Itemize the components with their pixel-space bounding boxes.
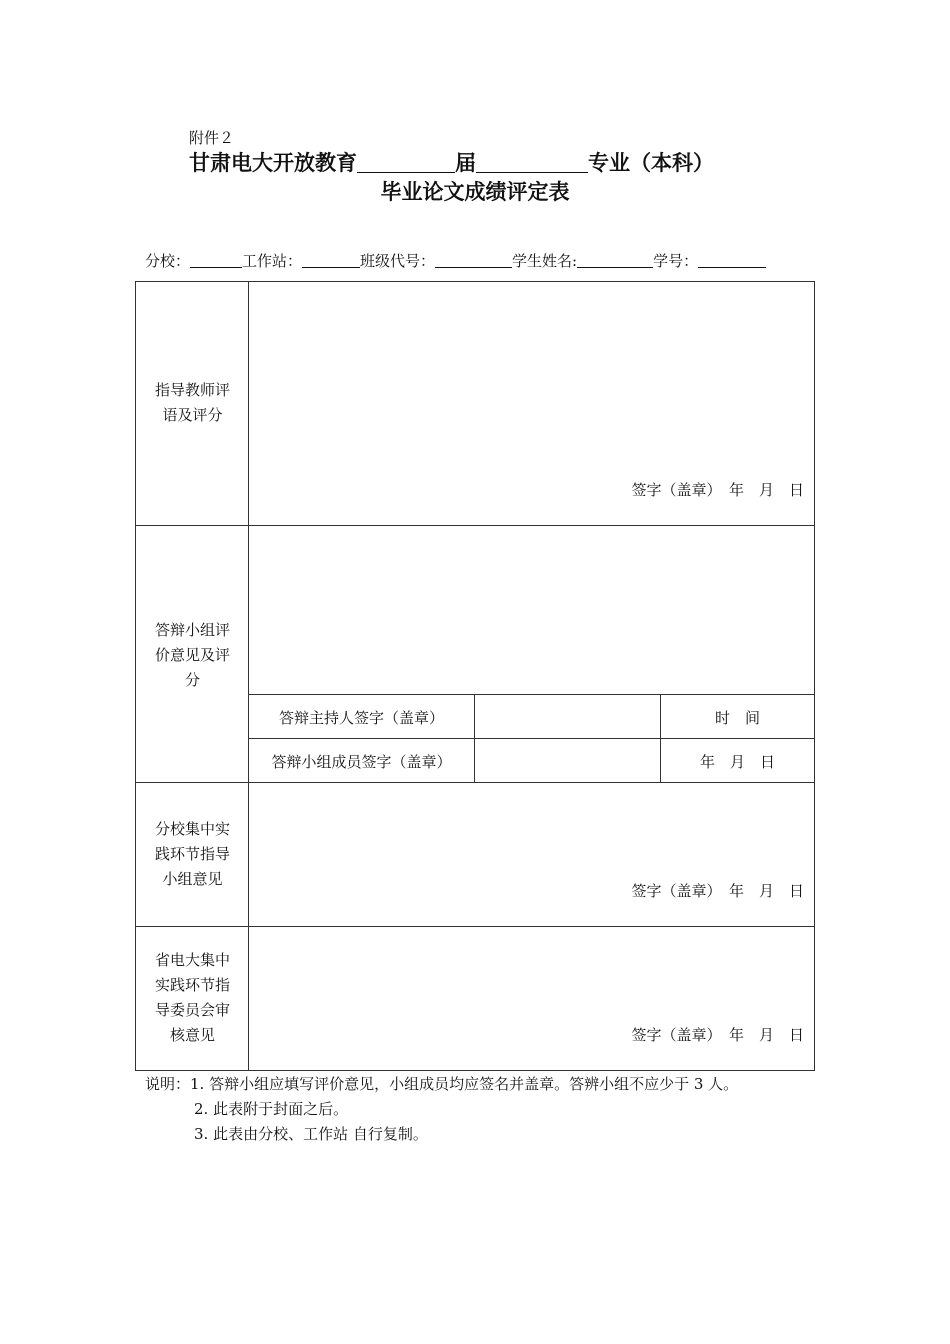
student-name-field[interactable]: [577, 253, 653, 268]
student-id-label: 学号：: [653, 252, 699, 270]
defense-subtable-divider1: [474, 694, 475, 782]
note-item-2: 2. 此表附于封面之后。: [194, 1100, 349, 1118]
form-title-line1: [189, 147, 714, 177]
province-signature: 签字（盖章） 年 月 日: [631, 1026, 804, 1044]
evaluation-table: [135, 281, 815, 1071]
major-blank[interactable]: [476, 152, 588, 173]
defense-subtable-top: [248, 694, 814, 695]
member-signature-label: 答辩小组成员签字（盖章）: [271, 753, 452, 771]
notes: [145, 1072, 738, 1147]
defense-comment-label: 答辩小组评 价意见及评 分: [154, 621, 230, 689]
note-item-3: 3. 此表由分校、工作站 自行复制。: [194, 1125, 428, 1143]
row-divider: [136, 782, 814, 783]
title-session-suffix: 届: [455, 150, 476, 175]
student-info-line: [145, 250, 766, 271]
advisor-comment-label: 指导教师评 语及评分: [154, 381, 230, 424]
note-item-1: 说明：1. 答辩小组应填写评价意见，小组成员均应签名并盖章。答辨小组不应少于 3 人。: [145, 1075, 739, 1093]
class-code-label: 班级代号：: [360, 252, 436, 270]
branch-label: 分校：: [145, 252, 191, 270]
session-blank[interactable]: [357, 152, 455, 173]
time-label: 时 间: [714, 709, 760, 727]
student-name-label: 学生姓名:: [512, 252, 578, 270]
branch-signature: 签字（盖章） 年 月 日: [631, 882, 804, 900]
student-id-field[interactable]: [698, 253, 766, 268]
branch-opinion-label: 分校集中实 践环节指导 小组意见: [154, 820, 230, 888]
row-divider: [136, 525, 814, 526]
title-org: 甘肃电大开放教育: [189, 150, 357, 175]
defense-date: 年 月 日: [699, 753, 775, 771]
form-title-line2: 毕业论文成绩评定表: [380, 179, 570, 204]
defense-subtable-middle: [248, 738, 814, 739]
title-major-suffix: 专业（本科）: [588, 150, 714, 175]
row-divider: [136, 926, 814, 927]
station-label: 工作站：: [242, 252, 303, 270]
class-code-field[interactable]: [435, 253, 512, 268]
attachment-label: 附件２: [189, 129, 235, 147]
station-field[interactable]: [302, 253, 360, 268]
advisor-signature: 签字（盖章） 年 月 日: [631, 481, 804, 499]
host-signature-label: 答辩主持人签字（盖章）: [278, 709, 444, 727]
province-review-label: 省电大集中 实践环节指 导委员会审 核意见: [154, 951, 230, 1044]
branch-field[interactable]: [190, 253, 242, 268]
